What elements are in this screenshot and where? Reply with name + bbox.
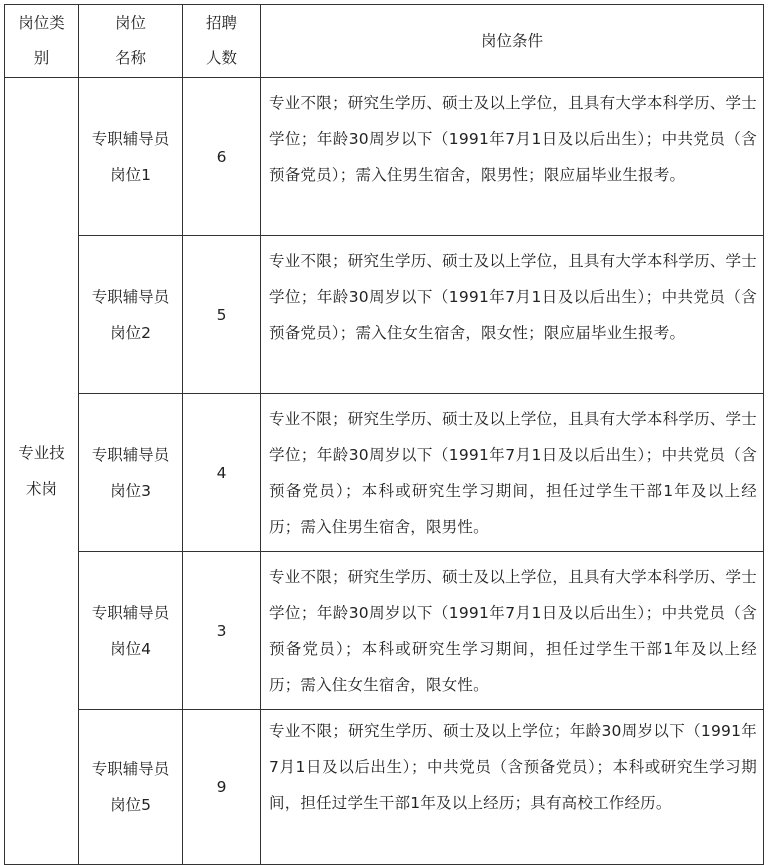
conditions-cell: 专业不限；研究生学历、硕士及以上学位；年龄30周岁以下（1991年7月1日及以后出生）；中共党员（含预备党员）；本科或研究生学习期间，担任过学生干部1年及以上经历；具有高校工作经历。	[261, 710, 764, 865]
table-row	[5, 552, 764, 710]
category-line2: 术岗	[25, 480, 57, 498]
header-category	[5, 5, 79, 78]
position-name-cell	[79, 710, 183, 865]
conditions-cell: 专业不限；研究生学历、硕士及以上学位，且具有大学本科学历、学士学位；年龄30周岁以下（1991年7月1日及以后出生）；中共党员（含预备党员）；本科或研究生学习期间，担任过学生干部1年及以上经历；需入住女生宿舍，限女性。	[261, 552, 764, 710]
position-name-line2: 岗位3	[110, 481, 151, 500]
position-name-cell	[79, 394, 183, 552]
position-name-line1: 专职辅导员	[91, 287, 170, 306]
position-name-line1: 专职辅导员	[91, 129, 170, 148]
table-header-row	[5, 5, 764, 78]
header-position-name-line1: 岗位	[114, 14, 146, 32]
headcount-cell: 3	[183, 552, 261, 710]
position-name-line1: 专职辅导员	[91, 445, 170, 464]
header-headcount-line2: 人数	[205, 49, 237, 67]
position-name-line2: 岗位4	[110, 639, 151, 658]
header-conditions: 岗位条件	[261, 5, 764, 78]
headcount-cell: 6	[183, 78, 261, 236]
headcount-cell: 5	[183, 236, 261, 394]
conditions-cell: 专业不限；研究生学历、硕士及以上学位，且具有大学本科学历、学士学位；年龄30周岁以下（1991年7月1日及以后出生）；中共党员（含预备党员）；需入住女生宿舍，限女性；限应届毕业生报考。	[261, 236, 764, 394]
header-headcount-line1: 招聘	[205, 14, 237, 32]
conditions-cell: 专业不限；研究生学历、硕士及以上学位，且具有大学本科学历、学士学位；年龄30周岁以下（1991年7月1日及以后出生）；中共党员（含预备党员）；需入住男生宿舍，限男性；限应届毕业生报考。	[261, 78, 764, 236]
recruitment-table	[4, 4, 764, 865]
header-category-line1: 岗位类	[18, 14, 65, 32]
position-name-line1: 专职辅导员	[91, 603, 170, 622]
header-position-name-line2: 名称	[114, 49, 146, 67]
table-row	[5, 236, 764, 394]
table-row	[5, 78, 764, 236]
header-position-name	[79, 5, 183, 78]
position-name-line1: 专职辅导员	[91, 760, 170, 778]
position-name-cell	[79, 552, 183, 710]
header-category-line2: 别	[33, 49, 50, 67]
header-headcount	[183, 5, 261, 78]
headcount-cell: 9	[183, 710, 261, 865]
category-line1: 专业技	[18, 444, 65, 462]
position-name-cell	[79, 78, 183, 236]
position-name-line2: 岗位2	[110, 323, 151, 342]
headcount-cell: 4	[183, 394, 261, 552]
position-name-cell	[79, 236, 183, 394]
position-name-line2: 岗位5	[110, 796, 151, 814]
position-name-line2: 岗位1	[110, 165, 151, 184]
category-cell	[5, 78, 79, 865]
table-row	[5, 710, 764, 865]
conditions-cell: 专业不限；研究生学历、硕士及以上学位，且具有大学本科学历、学士学位；年龄30周岁以下（1991年7月1日及以后出生）；中共党员（含预备党员）；本科或研究生学习期间，担任过学生干部1年及以上经历；需入住男生宿舍，限男性。	[261, 394, 764, 552]
table-row	[5, 394, 764, 552]
